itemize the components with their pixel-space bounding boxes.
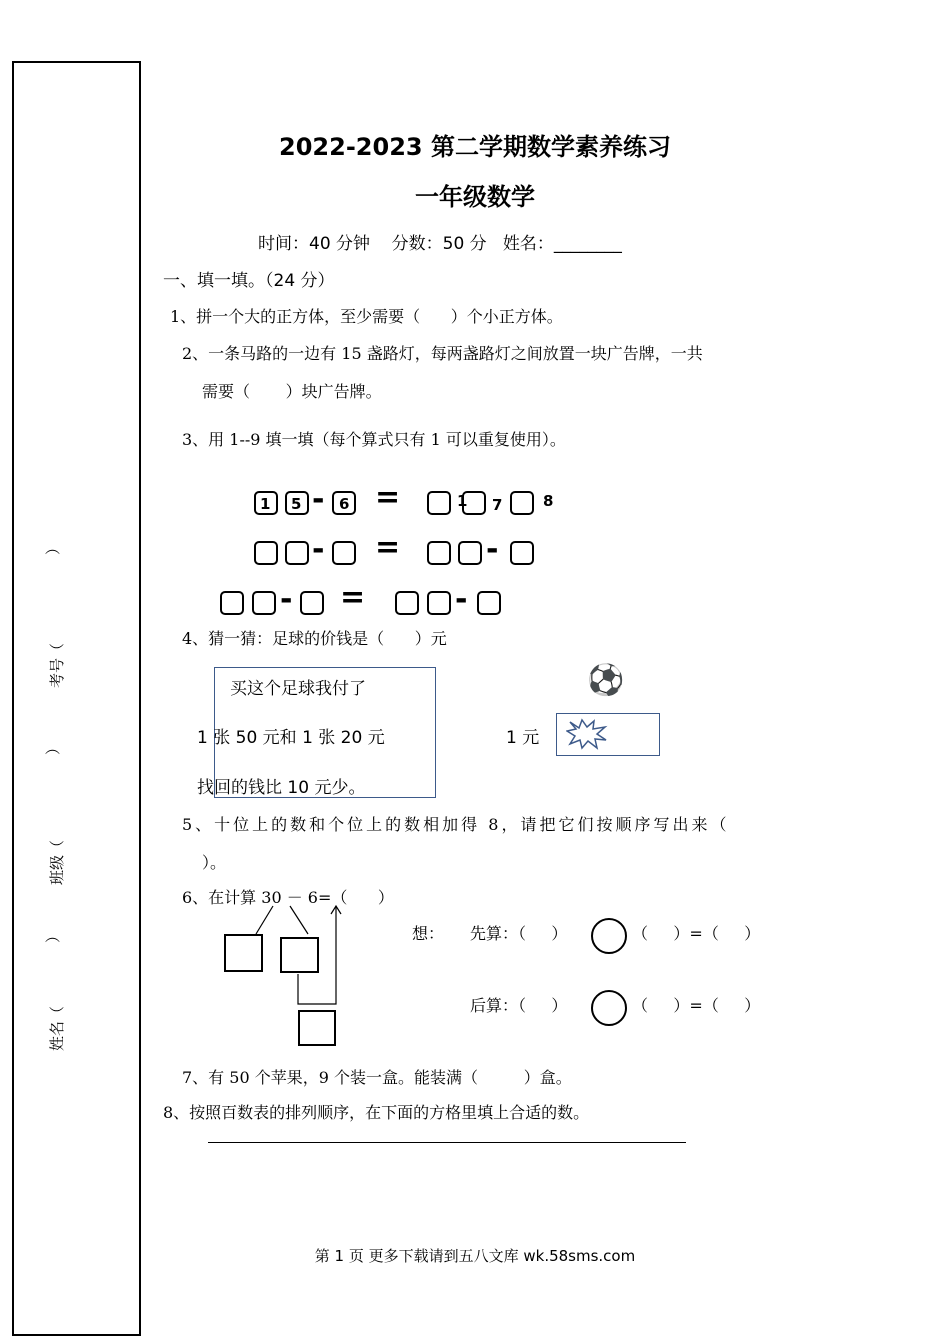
question-2-line-1: 2、一条马路的一边有 15 盏路灯，每两盏路灯之间放置一块广告牌，一共 <box>182 344 703 363</box>
equals-sign: = <box>375 480 401 515</box>
sidebar-paren: ） <box>44 739 63 756</box>
square-digit: 6 <box>339 495 350 513</box>
minus-sign: - <box>312 482 325 517</box>
exam-info: 时间：40 分钟 分数：50 分 姓名：________ <box>258 234 622 254</box>
equals-sign: = <box>340 580 366 615</box>
second-step-label: 后算：（ ） <box>470 996 568 1015</box>
answer-square[interactable] <box>427 591 451 615</box>
sidebar-name-label: 姓名（ <box>48 1005 67 1052</box>
question-5-line-1: 5、十位上的数和个位上的数相加得 8，请把它们按顺序写出来（ <box>182 815 730 834</box>
result-box[interactable] <box>298 1010 336 1046</box>
question-1: 1、拼一个大的正方体，至少需要（ ）个小正方体。 <box>170 307 563 326</box>
answer-square[interactable] <box>427 541 451 565</box>
square-digit: 7 <box>492 496 503 514</box>
sidebar-class-label: 班级（ <box>48 839 67 886</box>
answer-square[interactable] <box>300 591 324 615</box>
payment-hint-line-1: 买这个足球我付了 <box>230 679 366 699</box>
second-step-tail: （ ）=（ ） <box>632 996 761 1015</box>
equals-sign: = <box>375 530 401 565</box>
divider-line <box>208 1142 686 1143</box>
answer-square[interactable] <box>254 541 278 565</box>
square-digit: 1 <box>260 495 271 513</box>
page-footer: 第 1 页 更多下载请到五八文库 wk.58sms.com <box>314 1247 636 1265</box>
sidebar-paren: ） <box>44 539 63 556</box>
question-8: 8、按照百数表的排列顺序，在下面的方格里填上合适的数。 <box>163 1103 590 1122</box>
page-title: 2022-2023 第二学期数学素养练习 <box>279 133 671 161</box>
page-subtitle: 一年级数学 <box>415 183 535 211</box>
question-7: 7、有 50 个苹果，9 个装一盒。能装满（ ）盒。 <box>182 1068 572 1087</box>
section-heading: 一、填一填。（24 分） <box>163 271 335 291</box>
minus-sign: - <box>486 532 499 567</box>
square-digit: 5 <box>291 495 302 513</box>
answer-square[interactable] <box>285 541 309 565</box>
payment-hint-line-2: 1 张 50 元和 1 张 20 元 <box>197 728 385 748</box>
square-digit: 8 <box>543 492 554 510</box>
answer-square[interactable] <box>220 591 244 615</box>
question-4: 4、猜一猜：足球的价钱是（ ）元 <box>182 629 447 648</box>
operator-circle[interactable] <box>591 918 627 954</box>
answer-square[interactable] <box>252 591 276 615</box>
first-step-label: 先算：（ ） <box>470 924 568 943</box>
minus-sign: - <box>312 532 325 567</box>
price-unit-label: 1 元 <box>506 728 540 748</box>
answer-square[interactable] <box>395 591 419 615</box>
first-step-tail: （ ）=（ ） <box>632 924 761 943</box>
sidebar-exam-number-label: 考号（ <box>48 642 67 689</box>
split-box-ones[interactable] <box>280 937 319 973</box>
binding-margin-box <box>12 61 141 1336</box>
think-label: 想： <box>412 924 445 943</box>
answer-square[interactable] <box>462 491 486 515</box>
answer-square[interactable] <box>332 541 356 565</box>
answer-square[interactable] <box>510 491 534 515</box>
payment-hint-line-3: 找回的钱比 10 元少。 <box>197 778 366 798</box>
explosion-icon <box>566 718 608 750</box>
question-2-line-2: 需要（ ）块广告牌。 <box>202 382 382 401</box>
answer-square[interactable] <box>477 591 501 615</box>
answer-square[interactable] <box>427 491 451 515</box>
minus-sign: - <box>280 582 293 617</box>
question-3: 3、用 1--9 填一填（每个算式只有 1 可以重复使用）。 <box>182 430 566 449</box>
sidebar-paren: ） <box>44 927 63 944</box>
minus-sign: - <box>455 582 468 617</box>
split-box-tens[interactable] <box>224 934 263 972</box>
question-5-line-2: ）。 <box>202 853 227 872</box>
soccer-ball-icon: ⚽ <box>587 663 625 698</box>
operator-circle[interactable] <box>591 990 627 1026</box>
answer-square[interactable] <box>458 541 482 565</box>
question-6: 6、在计算 30 － 6=（ ） <box>182 888 394 907</box>
square-digit: 1 <box>457 492 468 510</box>
answer-square[interactable] <box>510 541 534 565</box>
